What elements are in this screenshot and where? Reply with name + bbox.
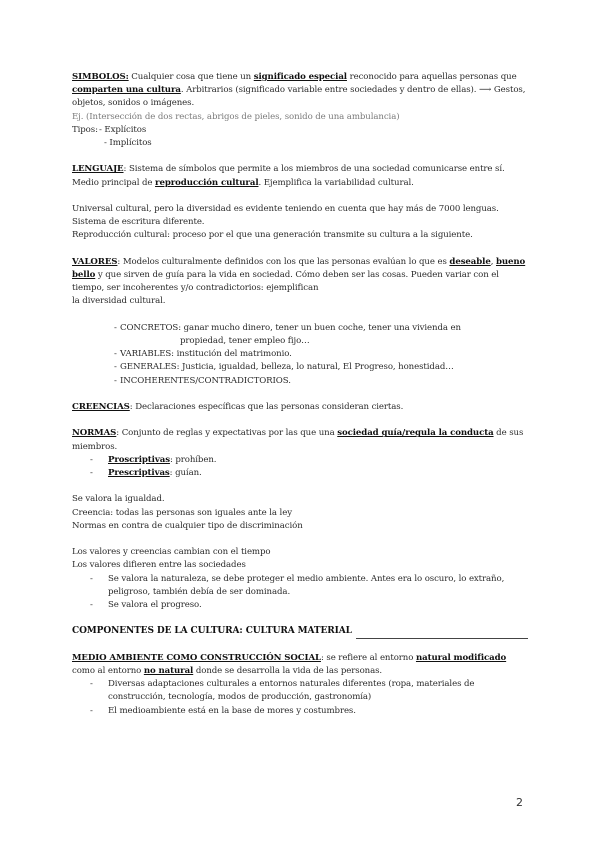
text: : Sistema de símbolos que permite a los miembros de una sociedad comunicarse entre sí. Medio principal de [72,164,505,188]
simbolos-paragraph [72,71,528,111]
list-item [114,361,528,374]
cambio-line: Los valores y creencias cambian con el tiempo [72,547,271,558]
list-item: - Explícitos [99,124,147,135]
text: donde se desarrolla la vida de las personas. [193,665,383,676]
valores-line: la diversidad cultural. [72,296,166,307]
valores-list [72,322,528,388]
text: : Declaraciones específicas que las personas consideran ciertas. [129,402,404,412]
heading-rule [356,629,528,639]
text: , [490,256,496,267]
text: : se refiere al entorno [320,652,416,663]
page-content [72,71,528,718]
valores-paragraph [72,256,528,296]
valores-label: VALORES [72,256,118,267]
list-item: - Se valora la naturaleza, se debe proteger el medio ambiente. Antes era lo oscuro, lo extraño, peligroso, también debía de ser dominada. [90,573,528,599]
text: : Conjunto de reglas y expectativas por las que una [116,428,338,439]
item-text: GENERALES: Justicia, igualdad, belleza, lo natural, El Progreso, honestidad… [120,362,454,373]
text: . Arbitrarios (significado variable entre sociedades y dentro de ellas). ⟶ Gestos, objetos, sonidos o imágenes. [72,85,526,109]
keyword: reproducción cultural [155,177,259,188]
keyword: sociedad guía/regula la conducta [337,428,494,439]
cambio-list [72,573,528,613]
text: : prohíben. [169,454,217,465]
normas-label: NORMAS [72,428,117,439]
cambio-line: Los valores difieren entre las sociedades [72,560,246,571]
list-item: - El medioambiente está en la base de mores y costumbres. [90,705,528,718]
simbolos-label: SIMBOLOS: [72,72,129,82]
keyword: deseable [449,256,491,267]
igualdad-line: Creencia: todas las personas son iguales ante la ley [72,507,292,518]
list-item: - Implícitos [104,138,152,149]
keyword: bueno [495,256,526,267]
text: Cualquier cosa que tiene un [128,72,254,82]
medio-label: MEDIO AMBIENTE COMO CONSTRUCCIÓN SOCIAL [72,652,321,663]
creencias-label: CREENCIAS [72,402,130,412]
lenguaje-line: Sistema de escritura diferente. [72,217,205,228]
medio-paragraph [72,652,528,678]
keyword: Prescriptivas [108,468,170,478]
igualdad-line: Se valora la igualdad. [72,494,165,505]
keyword: significado especial [253,72,347,82]
keyword: bello [72,270,96,280]
creencias-paragraph [72,401,528,414]
medio-list [72,678,528,718]
text: . Ejemplifica la variabilidad cultural. [258,177,414,188]
page-number: 2 [516,796,523,809]
lenguaje-paragraph [72,163,528,189]
item-text: INCOHERENTES/CONTRADICTORIOS. [120,375,291,386]
normas-list [72,454,528,480]
text: de sus miembros. [72,428,524,452]
igualdad-line: Normas en contra de cualquier tipo de discriminación [72,520,303,531]
heading-text: COMPONENTES DE LA CULTURA: CULTURA MATERIAL [72,626,352,637]
list-item: - Se valora el progreso. [90,599,528,612]
simbolos-example: Ej. (Intersección de dos rectas, abrigos de pieles, sonido de una ambulancia) [72,111,400,122]
keyword: Proscriptivas [108,454,170,465]
list-item [90,467,528,480]
lenguaje-label: LENGUAJE [72,164,124,175]
list-item: - Diversas adaptaciones culturales a entornos naturales diferentes (ropa, materiales de construcción, tecnología, modos de producción, gastronomía) [90,678,528,704]
item-cont: propiedad, tener empleo fijo… [180,336,310,346]
item-text: VARIABLES: institución del matrimonio. [120,349,292,360]
list-item [114,322,528,348]
text: : guían. [169,468,202,478]
keyword: comparten una cultura [72,85,181,96]
lenguaje-line: Universal cultural, pero la diversidad es evidente teniendo en cuenta que hay más de 7000 lenguas. [72,204,499,214]
tipos-block [72,124,528,150]
list-item [114,348,528,361]
keyword: no natural [143,665,194,676]
tipos-list [99,124,152,150]
text: y que sirven de guía para la vida en sociedad. Cómo deben ser las cosas. Pueden variar con el tiempo, ser incoherentes y/o contradictorios: ejemplifican [72,270,499,294]
lenguaje-line: Reproducción cultural: proceso por el que una generación transmite su cultura a la siguiente. [72,230,473,241]
tipos-label: Tipos: [72,124,98,135]
item-text: CONCRETOS: ganar mucho dinero, tener un buen coche, tener una vivienda en [120,322,461,333]
text: como al entorno [72,665,144,676]
list-item [90,454,528,467]
text: reconocido para aquellas personas que [346,72,517,82]
keyword: natural modificado [415,652,507,663]
section-heading [72,625,528,638]
normas-paragraph [72,427,528,453]
list-item [114,375,528,388]
text: : Modelos culturalmente definidos con los que las personas evalúan lo que es [117,256,450,267]
